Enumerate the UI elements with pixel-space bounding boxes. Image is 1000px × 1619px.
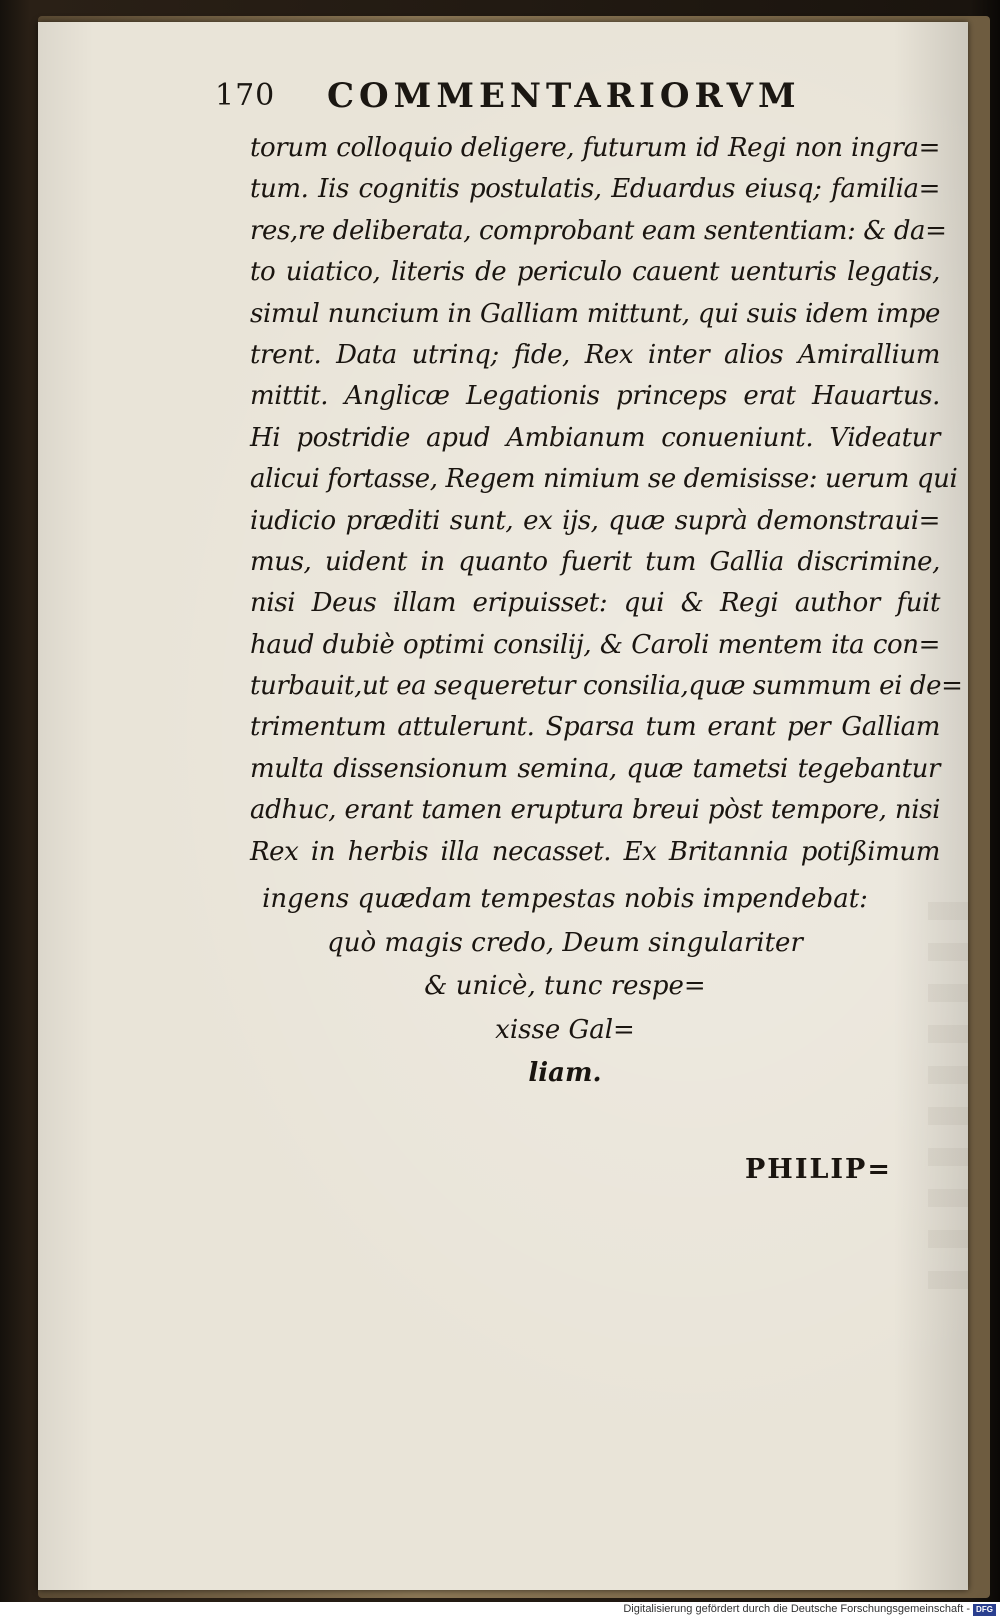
taper-line: liam. <box>528 1058 602 1088</box>
tapered-closing-text <box>215 878 915 1096</box>
text-line: torum colloquio deligere, futurum id Regi non ingra= <box>250 133 940 163</box>
text-line: haud dubiè optimi consilij, & Caroli mentem ita con= <box>250 629 940 660</box>
text-line: iudicio præditi sunt, ex ijs, quæ suprà demonstraui= <box>250 505 940 536</box>
text-line: turbauit,ut ea sequeretur consilia,quæ summum ei de= <box>250 671 963 702</box>
main-text-block <box>250 128 963 873</box>
text-line: Rex in herbis illa necasset. Ex Britannia potißimum <box>250 836 940 867</box>
text-line: trent. Data utrinq; fide, Rex inter alios Amirallium <box>250 339 940 370</box>
text-line: simul nuncium in Galliam mittunt, qui suis idem impe <box>250 298 940 329</box>
text-line: mittit. Anglicæ Legationis princeps erat Hauartus. <box>250 381 940 412</box>
taper-line: & unicè, tunc respe= <box>424 971 706 1001</box>
page-header <box>215 62 855 122</box>
taper-line: xisse Gal= <box>495 1014 635 1045</box>
text-line: alicui fortasse, Regem nimium se demisisse: uerum qui <box>250 464 958 495</box>
running-title: COMMENTARIORVM <box>327 76 801 116</box>
taper-line: quò magis credo, Deum singulariter <box>327 927 803 958</box>
show-through-text <box>928 902 968 1302</box>
catchword: PHILIP= <box>745 1154 892 1185</box>
text-line: res,re deliberata, comprobant eam sententiam: & da= <box>250 215 947 246</box>
dfg-logo: DFG <box>973 1604 996 1616</box>
text-line: nisi Deus illam eripuisset: qui & Regi author fuit <box>250 588 940 619</box>
text-line: tum. Iis cognitis postulatis, Eduardus eiusq; familia= <box>250 174 940 205</box>
digitization-footer <box>0 1602 1000 1619</box>
page-number: 170 <box>215 78 276 113</box>
footer-credit: Digitalisierung gefördert durch die Deutsche Forschungsgemeinschaft - <box>623 1603 970 1615</box>
text-line: trimentum attulerunt. Sparsa tum erant per Galliam <box>250 712 940 743</box>
text-line: adhuc, erant tamen eruptura breui pòst tempore, nisi <box>250 795 940 826</box>
text-line: Hi postridie apud Ambianum conueniunt. Videatur <box>250 422 940 453</box>
text-line: to uiatico, literis de periculo cauent uenturis legatis, <box>250 257 940 288</box>
text-line: multa dissensionum semina, quæ tametsi tegebantur <box>250 753 940 784</box>
taper-line: ingens quædam tempestas nobis impendebat: <box>262 884 868 914</box>
text-line: mus, uident in quanto fuerit tum Gallia discrimine, <box>250 546 940 577</box>
